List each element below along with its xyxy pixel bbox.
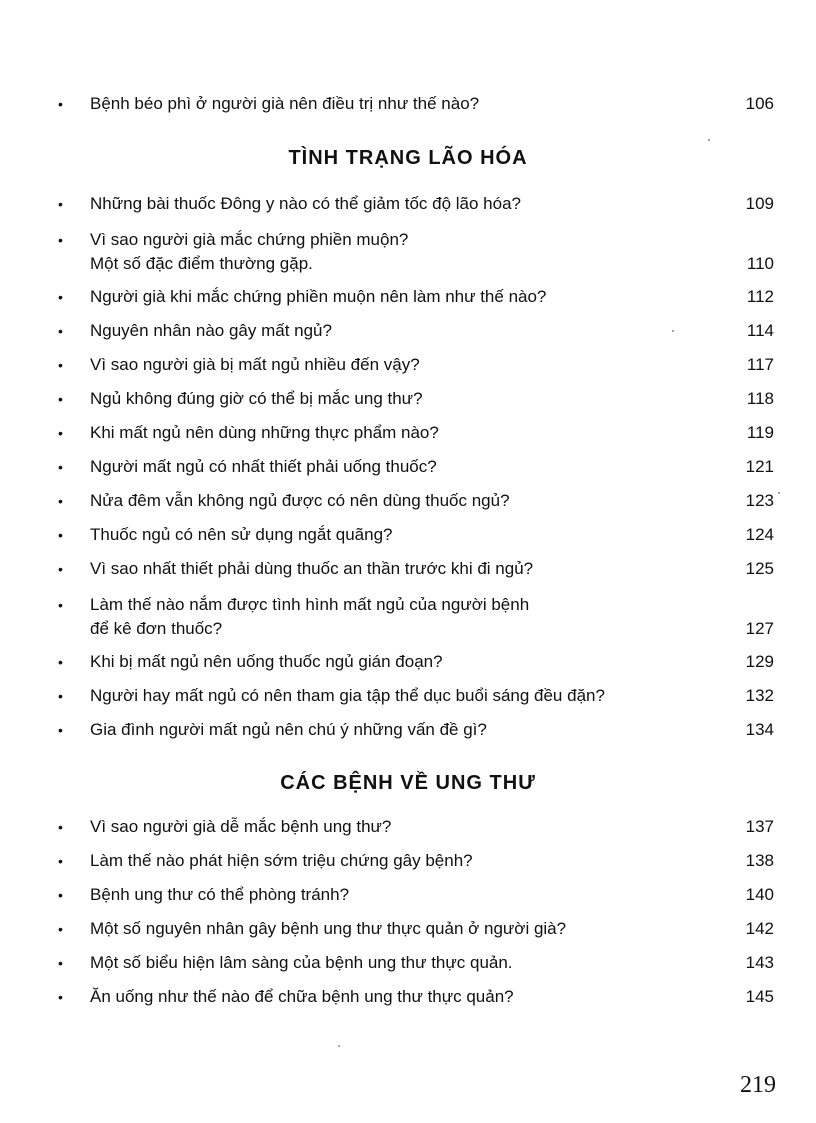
bullet-icon: •: [58, 96, 63, 112]
toc-entry-page: 106: [745, 94, 774, 113]
toc-entry-title: Vì sao người già bị mất ngủ nhiều đến vậy?: [90, 355, 420, 374]
bullet-icon: •: [58, 357, 63, 373]
toc-entry: [58, 523, 774, 547]
toc-entry-title: Một số nguyên nhân gây bệnh ung thư thực quản ở người già?: [90, 919, 567, 938]
toc-entry-title: Vì sao nhất thiết phải dùng thuốc an thần trước khi đi ngủ?: [90, 559, 534, 578]
toc-entry-title: Một số đặc điểm thường gặp.: [90, 254, 313, 273]
page-number: 219: [740, 1072, 776, 1098]
toc-entry-page: 110: [746, 254, 774, 273]
toc-entry: [58, 557, 774, 581]
toc-entry-title: Nguyên nhân nào gây mất ngủ?: [90, 321, 332, 340]
toc-entry-title: Nửa đêm vẫn không ngủ được có nên dùng thuốc ngủ?: [90, 491, 510, 510]
toc-entry: [58, 684, 774, 708]
toc-entry-page: 123: [745, 491, 774, 510]
toc-entry-title: Ăn uống như thế nào để chữa bệnh ung thư thực quản?: [90, 987, 514, 1006]
bullet-icon: •: [58, 853, 63, 869]
toc-entry-page: 109: [745, 194, 774, 213]
toc-entry: [58, 192, 774, 216]
bullet-icon: •: [58, 989, 63, 1005]
section-heading-aging: TÌNH TRẠNG LÃO HÓA: [288, 147, 528, 169]
toc-entry-page: 118: [746, 389, 774, 408]
toc-entry-title: để kê đơn thuốc?: [90, 619, 223, 638]
toc-entry-title: Làm thế nào nắm được tình hình mất ngủ của người bệnh: [90, 595, 530, 614]
toc-entry-page: 125: [745, 559, 774, 578]
toc-entry-title: Bệnh ung thư có thể phòng tránh?: [90, 885, 350, 904]
toc-entry-title: Khi mất ngủ nên dùng những thực phẩm nào?: [90, 423, 439, 442]
scan-speck: [672, 330, 674, 332]
toc-entry-title: Người hay mất ngủ có nên tham gia tập thể dục buổi sáng đều đặn?: [90, 686, 605, 705]
toc-entry-page: 145: [745, 987, 774, 1006]
bullet-icon: •: [58, 597, 63, 613]
toc-entry: [58, 285, 774, 309]
bullet-icon: •: [58, 921, 63, 937]
toc-entry-title: Một số biểu hiện lâm sàng của bệnh ung thư thực quản.: [90, 953, 513, 972]
bullet-icon: •: [58, 887, 63, 903]
scan-speck: [338, 1045, 340, 1047]
toc-entry-title: Vì sao người già mắc chứng phiền muộn?: [90, 230, 409, 249]
toc-entry-page: 142: [745, 919, 774, 938]
toc-entry: [58, 815, 774, 839]
bullet-icon: •: [58, 493, 63, 509]
toc-entry-page: 143: [745, 953, 774, 972]
toc-entry: [58, 650, 774, 674]
toc-entry-page: 114: [746, 321, 774, 340]
toc-entry-title: Bệnh béo phì ở người già nên điều trị như thế nào?: [90, 94, 480, 113]
bullet-icon: •: [58, 323, 63, 339]
bullet-icon: •: [58, 654, 63, 670]
toc-entry-page: 124: [745, 525, 774, 544]
toc-entry-title: Những bài thuốc Đông y nào có thể giảm tốc độ lão hóa?: [90, 194, 522, 213]
toc-entry-page: 140: [745, 885, 774, 904]
toc-entry-page: 112: [746, 287, 774, 306]
section-heading-cancer: CÁC BỆNH VỀ UNG THƯ: [280, 772, 536, 794]
toc-entry-page: 134: [745, 720, 774, 739]
toc-entry: [58, 489, 774, 513]
toc-entry: [58, 319, 774, 343]
toc-entry-page: 127: [745, 619, 774, 638]
toc-entry-title: Làm thế nào phát hiện sớm triệu chứng gây bệnh?: [90, 851, 473, 870]
toc-entry-title: Người già khi mắc chứng phiền muộn nên làm như thế nào?: [90, 287, 547, 306]
toc-entry-page: 137: [745, 817, 774, 836]
toc-entry: [58, 387, 774, 411]
toc-entry: [58, 353, 774, 377]
bullet-icon: •: [58, 819, 63, 835]
toc-entry: [58, 985, 774, 1009]
bullet-icon: •: [58, 459, 63, 475]
toc-entry-page: 129: [745, 652, 774, 671]
scan-speck: [708, 139, 710, 141]
toc-entry: [58, 455, 774, 479]
bullet-icon: •: [58, 425, 63, 441]
scan-speck: [778, 492, 780, 494]
toc-entry-title: Khi bị mất ngủ nên uống thuốc ngủ gián đoạn?: [90, 652, 443, 671]
toc-entry: [58, 883, 774, 907]
toc-entry: [58, 421, 774, 445]
toc-entry: [58, 228, 774, 276]
toc-entry-title: Vì sao người già dễ mắc bệnh ung thư?: [90, 817, 392, 836]
bullet-icon: •: [58, 196, 63, 212]
toc-entry-title: Người mất ngủ có nhất thiết phải uống thuốc?: [90, 457, 437, 476]
toc-entry: [58, 917, 774, 941]
bullet-icon: •: [58, 527, 63, 543]
bullet-icon: •: [58, 722, 63, 738]
toc-entry-title: Gia đình người mất ngủ nên chú ý những vấn đề gì?: [90, 720, 487, 739]
toc-entry: [58, 951, 774, 975]
bullet-icon: •: [58, 391, 63, 407]
toc-entry: [58, 718, 774, 742]
toc-entry-page: 132: [745, 686, 774, 705]
bullet-icon: •: [58, 289, 63, 305]
toc-entry-page: 138: [745, 851, 774, 870]
bullet-icon: •: [58, 688, 63, 704]
toc-entry-page: 117: [746, 355, 774, 374]
toc-entry: [58, 92, 774, 116]
toc-entry: [58, 849, 774, 873]
toc-entry-title: Ngủ không đúng giờ có thể bị mắc ung thư?: [90, 389, 423, 408]
bullet-icon: •: [58, 232, 63, 248]
bullet-icon: •: [58, 955, 63, 971]
toc-entry-page: 119: [746, 423, 774, 442]
toc-entry-title: Thuốc ngủ có nên sử dụng ngắt quãng?: [90, 525, 393, 544]
toc-entry-page: 121: [745, 457, 774, 476]
bullet-icon: •: [58, 561, 63, 577]
toc-entry: [58, 593, 774, 641]
